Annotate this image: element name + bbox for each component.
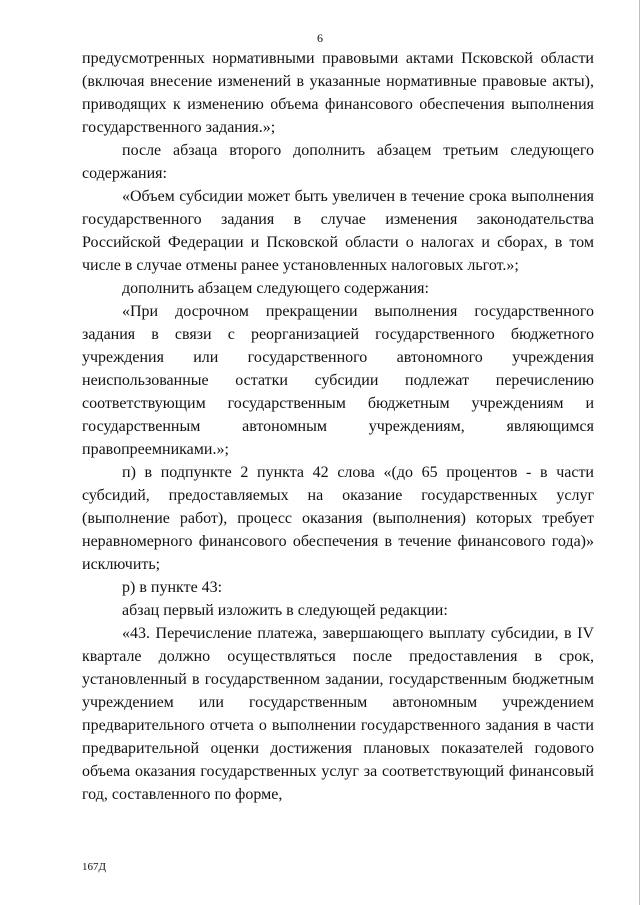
paragraph-2: после абзаца второго дополнить абзацем третьим следующего содержания: — [82, 142, 594, 182]
paragraph-1: предусмотренных нормативными правовыми актами Псковской области (включая внесение изменений в указанные нормативные правовые акты), приводящих к изменению объема финансового обеспечения выполнения государственного задания.»; — [82, 50, 594, 136]
document-body — [82, 47, 594, 806]
paragraph-4: дополнить абзацем следующего содержания: — [122, 280, 429, 297]
footer-document-code: 167Д — [82, 861, 107, 873]
paragraph-7: р) в пункте 43: — [122, 579, 223, 596]
paragraph-8: абзац первый изложить в следующей редакции: — [122, 602, 448, 619]
paragraph-5: «При досрочном прекращении выполнения государственного задания в связи с реорганизацией государственного бюджетного учреждения или государственного автономного учреждения неиспользованные остатки субсидии подлежат перечислению соответствующим государственным бюджетным учреждениям и государственным автономным учреждениям, являющимся правопреемниками.»; — [82, 303, 594, 458]
paragraph-3: «Объем субсидии может быть увеличен в течение срока выполнения государственного задания в случае изменения законодательства Российской Федерации и Псковской области о налогах и сборах, в том числе в случае отмены ранее установленных налоговых льгот.»; — [82, 188, 594, 274]
paragraph-9: «43. Перечисление платежа, завершающего выплату субсидии, в IV квартале должно осуществляться после предоставления в срок, установленный в государственном задании, государственным бюджетным учреждением или государственным автономным учреждением предварительного отчета о выполнении государственного задания в части предварительной оценки достижения плановых показателей годового объема оказания государственных услуг за соответствующий финансовый год, составленного по форме, — [82, 625, 594, 803]
paragraph-6: п) в подпункте 2 пункта 42 слова «(до 65 процентов - в части субсидий, предоставляемых на оказание государственных услуг (выполнение работ), процесс оказания (выполнения) которых требует неравномерного финансового обеспечения в течение финансового года)» исключить; — [82, 464, 594, 573]
page-number: 6 — [317, 31, 323, 45]
